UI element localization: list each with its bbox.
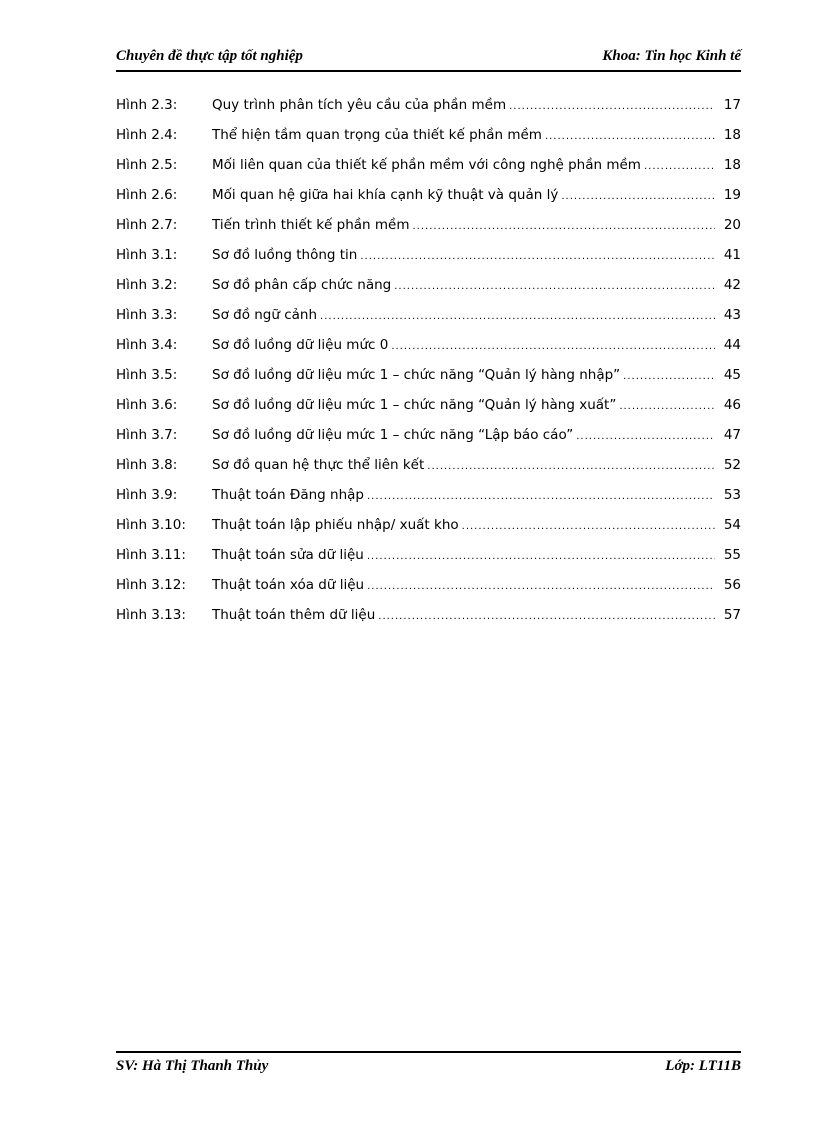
figure-page-number: 18 — [723, 157, 741, 173]
figure-label: Hình 2.5: — [116, 157, 178, 173]
figure-list — [116, 90, 741, 630]
figure-page-number: 46 — [723, 397, 741, 413]
figure-row[interactable] — [116, 90, 741, 120]
figure-row[interactable] — [116, 420, 741, 450]
figure-label: Hình 3.13: — [116, 607, 186, 623]
figure-label: Hình 3.10: — [116, 517, 186, 533]
dot-leader — [616, 401, 715, 412]
figure-title-cell — [212, 487, 715, 503]
figure-page-number: 57 — [723, 607, 741, 623]
figure-page-number: 54 — [723, 517, 741, 533]
figure-title: Mối liên quan của thiết kế phần mềm với công nghệ phần mềm — [212, 157, 641, 173]
figure-row[interactable] — [116, 390, 741, 420]
footer-student-name: SV: Hà Thị Thanh Thủy — [116, 1058, 269, 1074]
footer-class: Lớp: LT11B — [665, 1058, 741, 1074]
figure-title: Thuật toán thêm dữ liệu — [212, 607, 376, 623]
figure-title: Thuật toán sửa dữ liệu — [212, 547, 364, 563]
figure-label: Hình 2.7: — [116, 217, 178, 233]
figure-title-cell — [212, 127, 715, 143]
figure-title: Sơ đồ luồng dữ liệu mức 1 – chức năng “Quản lý hàng nhập” — [212, 367, 621, 383]
figure-page-number: 55 — [723, 547, 741, 563]
figure-row[interactable] — [116, 330, 741, 360]
figure-title-cell — [212, 97, 715, 113]
figure-page-number: 53 — [723, 487, 741, 503]
figure-page-number: 44 — [723, 337, 741, 353]
page-footer — [116, 1051, 741, 1081]
dot-leader — [388, 341, 715, 352]
figure-title: Sơ đồ luồng thông tin — [212, 247, 358, 263]
figure-title-cell — [212, 547, 715, 563]
figure-label: Hình 3.5: — [116, 367, 178, 383]
dot-leader — [641, 161, 715, 172]
figure-title: Sơ đồ luồng dữ liệu mức 0 — [212, 337, 389, 353]
figure-row[interactable] — [116, 360, 741, 390]
figure-title-cell — [212, 247, 715, 263]
figure-label: Hình 3.2: — [116, 277, 178, 293]
figure-title: Thể hiện tầm quan trọng của thiết kế phần mềm — [212, 127, 542, 143]
figure-title-cell — [212, 217, 715, 233]
figure-label: Hình 3.1: — [116, 247, 178, 263]
figure-title-cell — [212, 607, 715, 623]
dot-leader — [364, 491, 715, 502]
figure-title: Sơ đồ luồng dữ liệu mức 1 – chức năng “Lập báo cáo” — [212, 427, 574, 443]
dot-leader — [620, 371, 715, 382]
figure-title-cell — [212, 187, 715, 203]
figure-title: Sơ đồ phân cấp chức năng — [212, 277, 392, 293]
figure-row[interactable] — [116, 210, 741, 240]
figure-title: Mối quan hệ giữa hai khía cạnh kỹ thuật và quản lý — [212, 187, 559, 203]
figure-page-number: 52 — [723, 457, 741, 473]
figure-row[interactable] — [116, 510, 741, 540]
figure-row[interactable] — [116, 180, 741, 210]
header-divider — [116, 70, 741, 72]
figure-label: Hình 3.9: — [116, 487, 178, 503]
figure-row[interactable] — [116, 450, 741, 480]
dot-leader — [317, 311, 715, 322]
dot-leader — [364, 551, 715, 562]
figure-page-number: 56 — [723, 577, 741, 593]
figure-row[interactable] — [116, 120, 741, 150]
figure-label: Hình 2.6: — [116, 187, 178, 203]
figure-title-cell — [212, 457, 715, 473]
dot-leader — [424, 461, 715, 472]
figure-row[interactable] — [116, 480, 741, 510]
figure-row[interactable] — [116, 150, 741, 180]
figure-title-cell — [212, 337, 715, 353]
figure-label: Hình 3.4: — [116, 337, 178, 353]
figure-title: Thuật toán xóa dữ liệu — [212, 577, 365, 593]
figure-row[interactable] — [116, 300, 741, 330]
figure-label: Hình 3.3: — [116, 307, 178, 323]
figure-page-number: 42 — [723, 277, 741, 293]
figure-page-number: 47 — [723, 427, 741, 443]
figure-title-cell — [212, 517, 715, 533]
figure-title: Thuật toán lập phiếu nhập/ xuất kho — [212, 517, 459, 533]
footer-divider — [116, 1051, 741, 1053]
dot-leader — [410, 221, 716, 232]
figure-title-cell — [212, 157, 715, 173]
figure-title: Sơ đồ luồng dữ liệu mức 1 – chức năng “Quản lý hàng xuất” — [212, 397, 617, 413]
figure-title: Sơ đồ quan hệ thực thể liên kết — [212, 457, 425, 473]
figure-title-cell — [212, 307, 715, 323]
header-thesis-title: Chuyên đề thực tập tốt nghiệp — [116, 48, 303, 64]
dot-leader — [459, 521, 715, 532]
dot-leader — [357, 251, 715, 262]
dot-leader — [375, 611, 715, 622]
figure-label: Hình 2.3: — [116, 97, 178, 113]
figure-page-number: 43 — [723, 307, 741, 323]
figure-title-cell — [212, 427, 715, 443]
figure-title-cell — [212, 367, 715, 383]
figure-page-number: 41 — [723, 247, 741, 263]
dot-leader — [573, 431, 715, 442]
figure-row[interactable] — [116, 600, 741, 630]
figure-page-number: 18 — [723, 127, 741, 143]
figure-label: Hình 3.6: — [116, 397, 178, 413]
dot-leader — [506, 101, 715, 112]
dot-leader — [558, 191, 715, 202]
figure-title-cell — [212, 277, 715, 293]
header-faculty: Khoa: Tin học Kinh tế — [602, 48, 741, 64]
figure-title: Tiến trình thiết kế phần mềm — [212, 217, 410, 233]
figure-page-number: 17 — [723, 97, 741, 113]
figure-row[interactable] — [116, 540, 741, 570]
figure-title: Thuật toán Đăng nhập — [212, 487, 364, 503]
page-header — [116, 44, 741, 72]
figure-row[interactable] — [116, 240, 741, 270]
dot-leader — [364, 581, 715, 592]
figure-label: Hình 3.11: — [116, 547, 186, 563]
figure-row[interactable] — [116, 570, 741, 600]
figure-label: Hình 3.12: — [116, 577, 186, 593]
figure-row[interactable] — [116, 270, 741, 300]
dot-leader — [391, 281, 715, 292]
figure-title-cell — [212, 397, 715, 413]
figure-page-number: 20 — [723, 217, 741, 233]
dot-leader — [542, 131, 715, 142]
figure-label: Hình 3.8: — [116, 457, 178, 473]
figure-page-number: 45 — [723, 367, 741, 383]
figure-title: Quy trình phân tích yêu cầu của phần mềm — [212, 97, 507, 113]
figure-label: Hình 3.7: — [116, 427, 178, 443]
figure-title: Sơ đồ ngữ cảnh — [212, 307, 318, 323]
figure-page-number: 19 — [723, 187, 741, 203]
figure-title-cell — [212, 577, 715, 593]
figure-label: Hình 2.4: — [116, 127, 178, 143]
